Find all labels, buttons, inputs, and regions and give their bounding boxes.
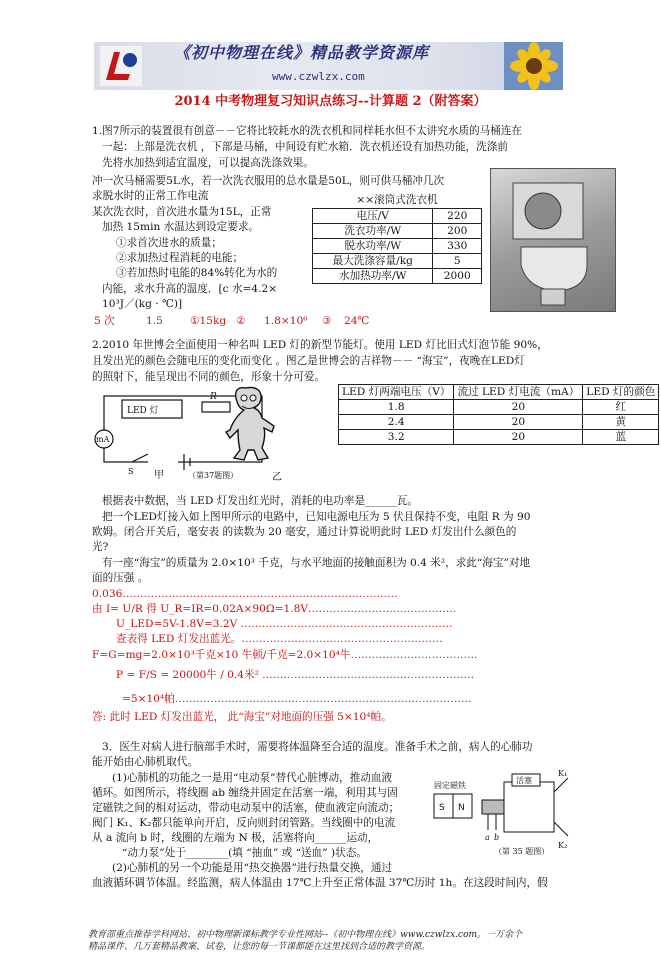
page-footer [88, 929, 588, 953]
washer-toilet-photo [490, 168, 616, 312]
coil-b-label: b [494, 833, 500, 842]
magnet-s-label: S [439, 803, 445, 813]
table-cell: 20 [454, 430, 583, 445]
pump-diagram [432, 766, 572, 858]
switch-label: S [128, 467, 134, 476]
q1-line: 某次洗衣时，首次进水量为15L，正常 [92, 206, 272, 218]
q2-line: 的照射下，能呈现出不同的颜色，形象十分可爱。 [92, 371, 326, 383]
table-cell: 水加热功率/W [313, 269, 433, 284]
q2-answer-line: =5×10⁴帕………………………………………………………………………… [122, 693, 472, 705]
milliammeter-label: mA [96, 435, 110, 444]
table-row [339, 400, 659, 415]
table-row [313, 269, 482, 284]
figure-b-label: 乙 [272, 472, 282, 483]
washer-toilet-icon [491, 169, 615, 311]
table-cell: 330 [433, 239, 482, 254]
table-cell: 洗衣功率/W [313, 224, 433, 239]
magnet-n-label: N [458, 803, 465, 813]
site-banner [94, 42, 563, 90]
washer-spec-table [312, 193, 482, 284]
table-row [313, 224, 482, 239]
q2-answer-line: 0.036…………………………………………………………………… [92, 588, 398, 600]
q3-line: 3．医生对病人进行脑部手术时，需要将体温降至合适的温度。准备手术之前，病人的心肺功 [102, 741, 533, 753]
banner-url: www.czwlzx.com [272, 70, 365, 83]
led-data-table [338, 384, 659, 445]
table-cell: 2.4 [339, 415, 454, 430]
table-row [313, 209, 482, 224]
q2-body-line: 光? [92, 541, 109, 553]
q1-line: 一起：上部是洗衣机 ，下部是马桶，中间设有贮水箱．洗衣机还设有加热功能，洗涤前 [102, 141, 508, 153]
table-cell: 5 [433, 254, 482, 269]
banner-title: 《初中物理在线》精品教学资源库 [174, 43, 430, 62]
coil-a-label: a [485, 833, 490, 842]
q1-line: 冲一次马桶需要5L水，若一次洗衣服用的总水量是50L，则可供马桶冲几次 [92, 175, 445, 187]
column-header: LED 灯的颜色 [583, 385, 659, 400]
q1-answer: ①15kg [190, 315, 227, 327]
table-cell: 200 [433, 224, 482, 239]
q2-body-line: 把一个LED灯接入如上图甲所示的电路中，已知电源电压为 5 伏且保持不变，电阻 R 为 90 [102, 511, 531, 523]
table-cell: 红 [583, 400, 659, 415]
q2-answer-line: 查表得 LED 灯发出蓝光。………………………………………………… [116, 633, 443, 645]
q2-final-answer: 答: 此时 LED 灯发出蓝光， 此“海宝”对地面的压强 5×10⁴帕。 [92, 711, 392, 723]
magnet-label: 固定磁铁 [434, 781, 466, 790]
table-cell: 最大洗涤容量/kg [313, 254, 433, 269]
sunflower-icon [504, 42, 563, 90]
q1-line: ③若加热时电能的84%转化为水的 [116, 267, 278, 279]
q1-answer: 1.5 [146, 315, 163, 327]
washer-table-title: ××滚筒式洗衣机 [356, 194, 438, 206]
haibao-mascot-icon [224, 384, 276, 464]
figure-caption: （第37题图） [188, 471, 239, 480]
footer-line: 教育部重点推荐学科网站、初中物理新课标教学专业性网站--《初中物理在线》www.czwlzx.com。一万余个 [88, 930, 523, 940]
q2-line: 且发出光的颜色会随电压的变化而变化 。图乙是世博会的吉祥物－－ “海宝”，夜晚在LED灯 [92, 355, 525, 367]
table-row [339, 415, 659, 430]
footer-line: 精品课件、几万套精品教案、试卷，让您的每一节课都能在这里找到合适的教学资源。 [88, 942, 431, 952]
q1-line: ①求首次进水的质量； [116, 237, 222, 249]
table-cell: 蓝 [583, 430, 659, 445]
column-header: 流过 LED 灯电流（mA） [454, 385, 583, 400]
q3-line: 血液循环调节体温。经监测，病人体温由 17℃上升至正常体温 37℃历时 1h。在这段时间内，假 [92, 877, 548, 889]
column-header: LED 灯两端电压（V） [339, 385, 454, 400]
q1-line: 10³J／(kg · ℃)] [102, 298, 183, 310]
table-cell: 20 [454, 400, 583, 415]
table-row [313, 239, 482, 254]
figure-a-label: 甲 [154, 470, 164, 481]
q1-answer: ② [236, 315, 246, 327]
piston-label: 活塞 [516, 776, 532, 785]
valve-k2-label: K₂ [558, 841, 568, 850]
resistor-label: R [210, 392, 217, 402]
led-label: LED 灯 [127, 406, 159, 416]
q1-line: 内能，求水升高的温度．[c 水=4.2× [102, 283, 278, 295]
q1-answer: 1.8×10⁶ [264, 315, 308, 327]
q3-line: 能开始由心肺机取代。 [92, 756, 198, 768]
q2-answer-line: F=G=mg=2.0×10³千克×10 牛顿/千克=2.0×10⁴牛……………………………… [92, 649, 478, 661]
q1-line: 先将水加热到适宜温度，可以提高洗涤效果。 [102, 157, 314, 169]
q2-body-line: 欧姆。闭合开关后，毫安表 的读数为 20 毫安，通过计算说明此时 LED 灯发出什么颜色的 [92, 526, 517, 538]
q1-answer: 5 次 [94, 315, 115, 327]
q2-answer-line: 由 I= U/R 得 U_R=IR=0.02A×90Ω=1.8V…………………………………… [92, 603, 457, 615]
q2-body-line: 面的压强 。 [92, 572, 149, 584]
q2-answer-line: U_LED=5V-1.8V=3.2V …………………………………………………… [116, 618, 453, 630]
q2-line: 2.2010 年世博会全面使用一种名叫 LED 灯的新型节能灯。使用 LED 灯比旧式灯泡节能 90%， [92, 339, 548, 351]
document-title: 2014 中考物理复习知识点练习--计算题 2（附答案） [174, 94, 487, 109]
table-cell: 电压/V [313, 209, 433, 224]
q3-line: 阀门 K₁、K₂都只能单向开启，反向则封闭管路。当线圈中的电流 [92, 817, 396, 829]
table-cell: 220 [433, 209, 482, 224]
table-cell: 2000 [433, 269, 482, 284]
q2-answer-line: P = F/S = 20000牛 / 0.4米² …………………………………………………… [116, 669, 475, 681]
q3-line: “动力泵”处于________(填 “抽血” 或 “送血” )状态。 [122, 847, 367, 859]
table-header-row [339, 385, 659, 400]
site-logo-icon [100, 46, 142, 86]
q1-answer: 24℃ [344, 315, 370, 327]
q2-body-line: 有一座“海宝”的质量为 2.0×10³ 千克，与水平地面的接触面积为 0.4 米²，求此“海宝”对地 [102, 557, 531, 569]
q3-line: 定磁铁之间的相对运动，带动电动泵中的活塞，使血液定向流动； [92, 802, 400, 814]
q3-line: 循环。如图所示，将线圈 ab 缠绕并固定在活塞一端，利用其与固 [92, 787, 398, 799]
table-cell: 黄 [583, 415, 659, 430]
q1-answer: ③ [322, 315, 332, 327]
q1-line: 求脱水时的正常工作电流 [92, 190, 209, 202]
q2-body-line: 根据表中数据，当 LED 灯发出红光时，消耗的电功率是______瓦。 [102, 495, 419, 507]
q1-line: ②求加热过程消耗的电能； [116, 252, 244, 264]
q3-line: (1)心肺机的功能之一是用“电动泵”替代心脏博动，推动血液 [112, 772, 393, 784]
valve-k1-label: K₁ [558, 769, 568, 778]
q1-line: 1.图7所示的装置很有创意－－它将比较耗水的洗衣机和同样耗水但不太讲究水质的马桶连在 [92, 125, 523, 137]
q3-line: (2)心肺机的另一个功能是用“热交换器”进行热量交换，通过 [112, 862, 393, 874]
q1-line: 加热 15min 水温达到设定要求。 [102, 221, 260, 233]
q3-line: 从 a 流向 b 时，线圈的左端为 N 极，活塞将向______运动， [92, 832, 379, 844]
pump-figure-caption: （第 35 题图） [494, 847, 550, 856]
table-cell: 3.2 [339, 430, 454, 445]
table-cell: 1.8 [339, 400, 454, 415]
table-row [339, 430, 659, 445]
table-row [313, 254, 482, 269]
table-cell: 脱水功率/W [313, 239, 433, 254]
table-cell: 20 [454, 415, 583, 430]
